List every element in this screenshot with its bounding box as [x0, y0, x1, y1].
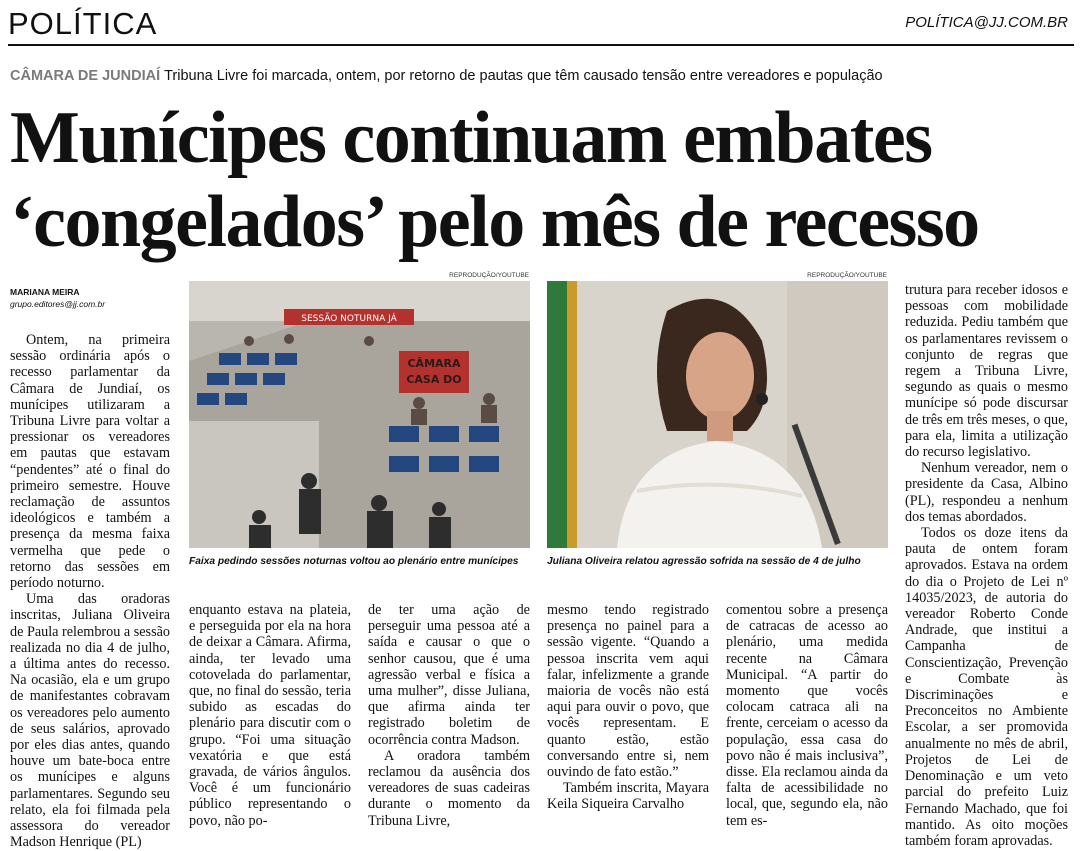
- photo-caption: Juliana Oliveira relatou agressão sofrida na sessão de 4 de julho: [547, 556, 861, 567]
- headline-line-2: ‘congelados’ pelo mês de recesso: [10, 181, 979, 263]
- paragraph: Ontem, na primeira sessão ordinária após o recesso parlamentar da Câmara de Jundiaí, os munícipes utilizaram a Tribuna Livre para voltar a pressionar os vereadores em pautas que estavam “pendentes” até o final do primeiro semestre. Houve reclamação de assuntos ideológicos e também a presença da mesma faixa vermelha que pede o retorno das sessões em período noturno.: [10, 332, 170, 592]
- paragraph: comentou sobre a presença de catracas de acesso ao plenário, uma medida recente na Câmara Municipal. “A partir do momento que vocês colocam catraca ali na frente, cerceiam o acesso da população, essa casa do povo não é mais inclusiva”, disse. Ela reclamou ainda da falta de acessibilidade no local, que, segundo ela, não tem es-: [726, 602, 888, 829]
- kicker: [10, 68, 883, 84]
- paragraph: Também inscrita, Mayara Keila Siqueira Carvalho: [547, 780, 709, 813]
- byline: [10, 286, 105, 310]
- photo-speaker: [547, 281, 888, 548]
- paragraph: trutura para receber idosos e pessoas com mobilidade reduzida. Pediu também que os parlamentares revissem o conjunto de regras que regem a Tribuna Livre, segundo as quais o mesmo munícipe só pode discursar de três em três meses, o que, para ela, limita a utilização do recurso legislativo.: [905, 282, 1068, 461]
- kicker-tag: CÂMARA DE JUNDIAÍ: [10, 68, 161, 84]
- article-column-4: [547, 602, 709, 813]
- photo-plenary: [189, 281, 530, 548]
- headline-line-1: Munícipes continuam embates: [10, 97, 932, 179]
- speaker-illustration: [547, 281, 888, 548]
- kicker-text: Tribuna Livre foi marcada, ontem, por retorno de pautas que têm causado tensão entre vereadores e população: [164, 68, 883, 84]
- photo-credit: REPRODUÇÃO/YOUTUBE: [449, 272, 529, 279]
- photo-caption: Faixa pedindo sessões noturnas voltou ao plenário entre munícipes: [189, 556, 519, 567]
- paragraph: Nenhum vereador, nem o presidente da Casa, Albino (PL), respondeu a nenhum dos temas abordados.: [905, 460, 1068, 525]
- article-column-6: [905, 282, 1068, 849]
- section-title: POLÍTICA: [8, 6, 158, 41]
- headline: [10, 96, 1076, 264]
- byline-email: grupo.editores@jj.com.br: [10, 299, 106, 309]
- article-column-2: [189, 602, 351, 829]
- plenary-illustration: [189, 281, 530, 548]
- banner-text: CÂMARA: [407, 357, 461, 370]
- byline-author: MARIANA MEIRA: [10, 287, 80, 297]
- banner-text: SESSÃO NOTURNA JÁ: [301, 314, 397, 324]
- paragraph: Uma das oradoras inscritas, Juliana Oliveira de Paula relembrou a sessão realizada no dia 4 de julho, a última antes do recesso. Na ocasião, ela e um grupo de manifestantes cobravam os vereadores pelo aumento de seus salários, aprovado por eles dias antes, quando houve um bate-boca entre os munícipes e alguns parlamentares. Segundo seu relato, ela foi filmada pela assessora do vereador Madson Henrique (PL): [10, 591, 170, 851]
- article-column-1: [10, 332, 170, 851]
- header-rule: [8, 44, 1074, 46]
- paragraph: enquanto estava na plateia, e perseguida por ela na hora de deixar a Câmara. Afirma, ainda, ter levado uma cotovelada do parlamentar, que, no final do sessão, teria subido as escadas do plenário para discutir com o grupo. “Foi uma situação vexatória e que está gravada, de vários ângulos. Você é um funcionário público representando o povo, não po-: [189, 602, 351, 829]
- photo-credit: REPRODUÇÃO/YOUTUBE: [807, 272, 887, 279]
- banner-text: CASA DO: [406, 373, 462, 386]
- paragraph: A oradora também reclamou da ausência dos vereadores de suas cadeiras durante o momento da Tribuna Livre,: [368, 747, 530, 829]
- article-column-3: [368, 602, 530, 829]
- section-email[interactable]: POLÍTICA@JJ.COM.BR: [905, 14, 1068, 31]
- paragraph: Todos os doze itens da pauta de ontem foram aprovados. Estava na ordem do dia o Projeto de Lei nº 14035/2023, de autoria do vereador Roberto Conde Andrade, que institui a Campanha de Conscientização, Prevenção e Combate às Discriminações e Preconceitos no Ambiente Escolar, a ser promovida anualmente no mês de abril, Projetos de Lei de Denominação e um veto parcial do prefeito Luiz Fernando Machado, que foi mantido. As oito moções também foram aprovadas.: [905, 525, 1068, 849]
- article-column-5: [726, 602, 888, 829]
- paragraph: mesmo tendo registrado presença no painel para a sessão vigente. “Quando a pessoa inscrita vem aqui falar, infelizmente a grande maioria de vocês não está aqui para ouvir o povo, que vocês representam. E quanto estão, estão conversando entre si, nem ouvindo de fato estão.”: [547, 602, 709, 781]
- paragraph: de ter uma ação de perseguir uma pessoa até a saída e causar o que o senhor causou, que é uma agressão verbal e física a uma mulher”, disse Juliana, que afirma ainda ter registrado boletim de ocorrência contra Madson.: [368, 602, 530, 748]
